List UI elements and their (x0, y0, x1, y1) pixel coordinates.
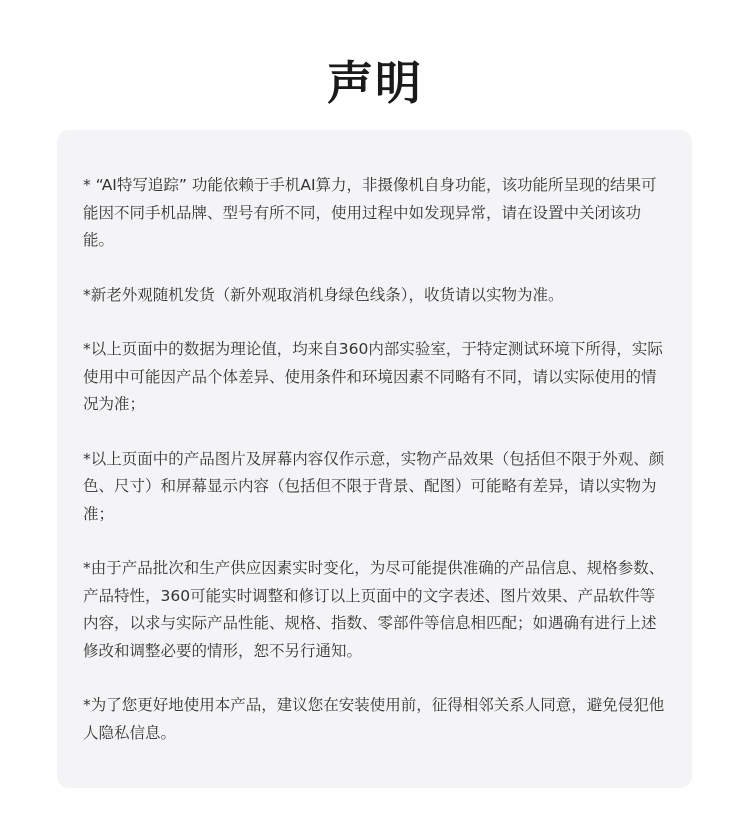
page-title: 声明 (327, 56, 423, 110)
disclaimer-paragraph-appearance: *新老外观随机发货（新外观取消机身绿色线条），收货请以实物为准。 (83, 285, 564, 304)
disclaimer-paragraph-images: *以上页面中的产品图片及屏幕内容仅作示意，实物产品效果（包括但不限于外观、颜色、尺寸）和屏幕显示内容（包括但不限于背景、配图）可能略有差异，请以实物为准； (83, 449, 665, 523)
disclaimer-paragraph-ai-tracking: * “AI特写追踪” 功能依赖于手机AI算力，非摄像机自身功能，该功能所呈现的结果可能因不同手机品牌、型号有所不同，使用过程中如发现异常，请在设置中关闭该功能。 (83, 176, 657, 249)
disclaimer-paragraph-revisions: *由于产品批次和生产供应因素实时变化，为尽可能提供准确的产品信息、规格参数、产品特性，360可能实时调整和修订以上页面中的文字表述、图片效果、产品软件等内容，以求与实际产品性能、规格、指数、零部件等信息相匹配；如遇确有进行上述修改和调整必要的情形，恕不另行通知。 (83, 559, 665, 660)
disclaimer-paragraph-privacy: *为了您更好地使用本产品，建议您在安装使用前，征得相邻关系人同意，避免侵犯他人隐私信息。 (83, 696, 665, 742)
disclaimer-card (57, 130, 692, 788)
disclaimer-paragraph-data: *以上页面中的数据为理论值，均来自360内部实验室，于特定测试环境下所得，实际使用中可能因产品个体差异、使用条件和环境因素不同略有不同，请以实际使用的情况为准； (83, 340, 663, 413)
